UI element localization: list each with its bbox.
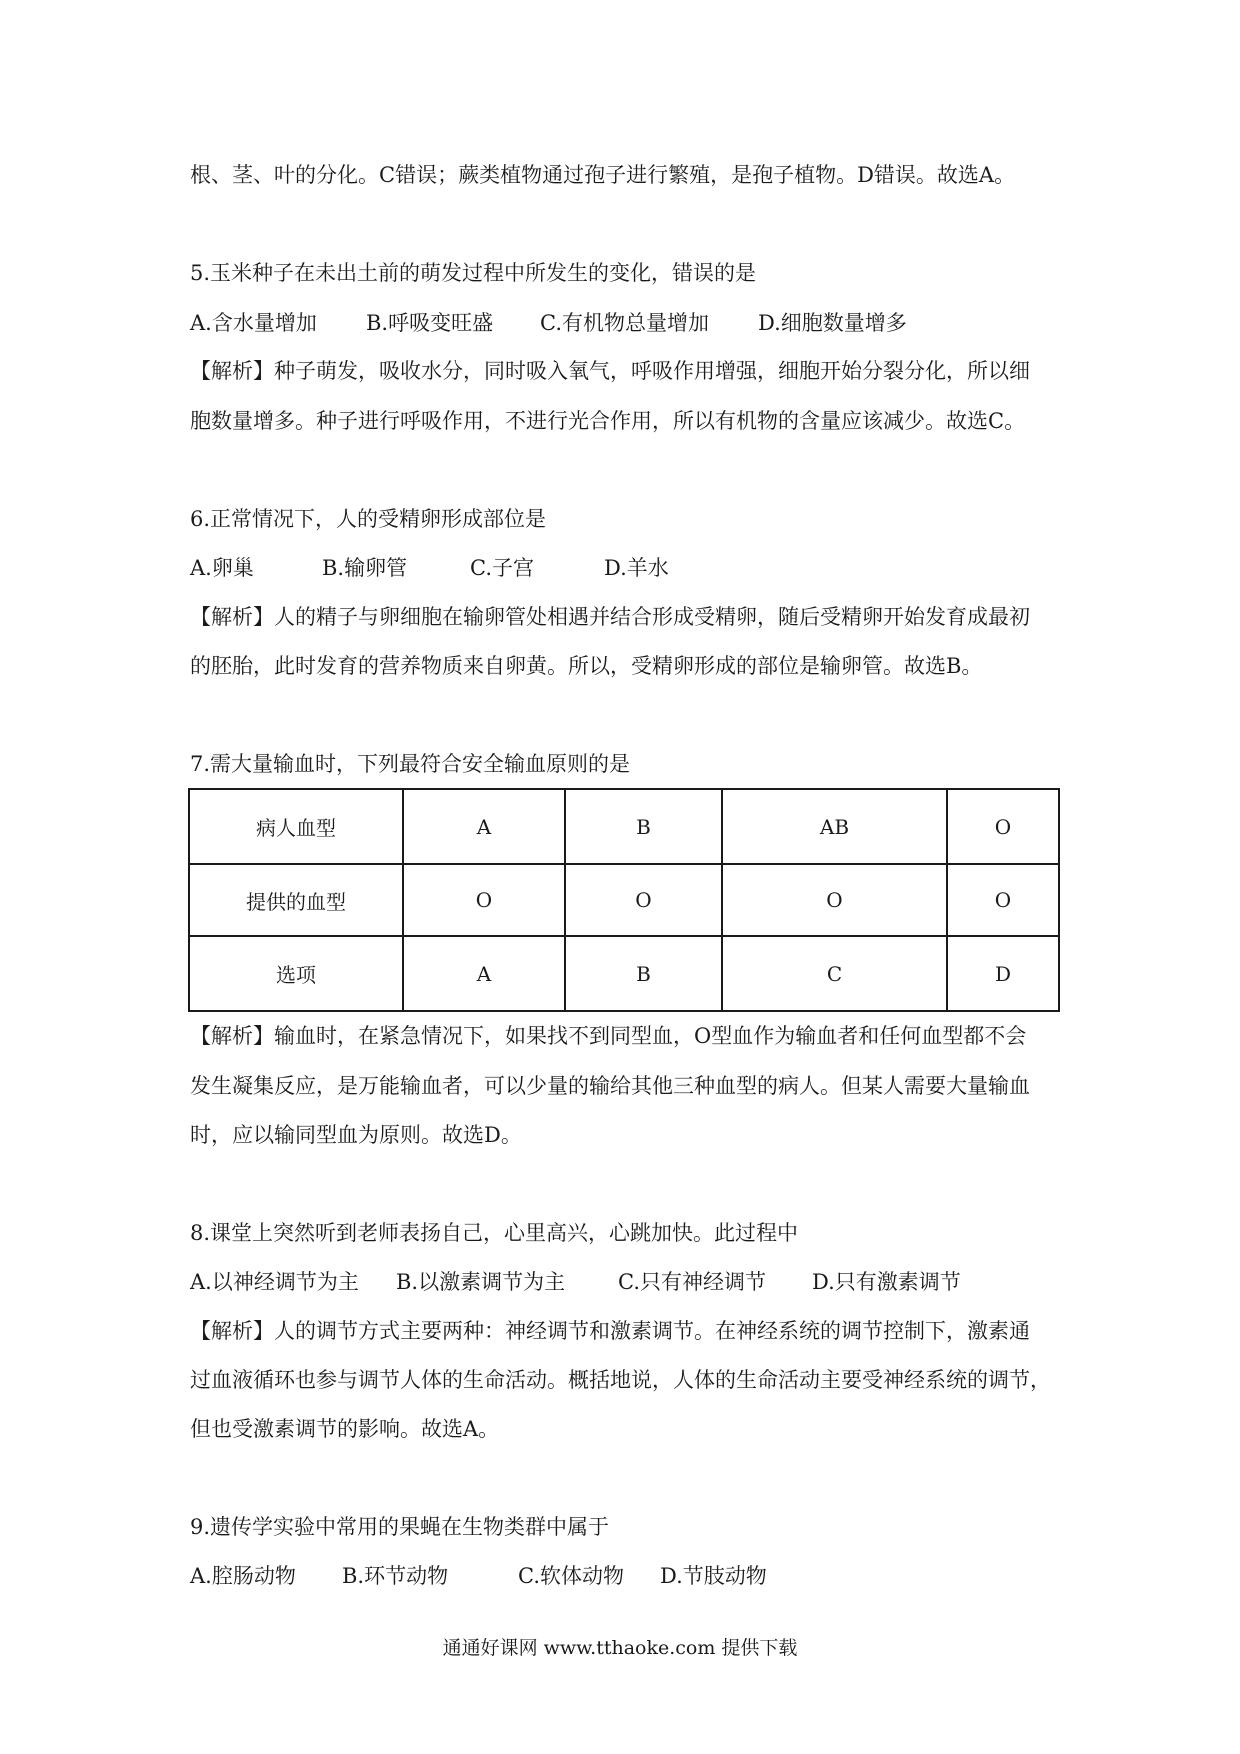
table-row (189, 789, 1059, 864)
question-9-options (190, 1561, 1070, 1591)
table-row (189, 864, 1059, 936)
question-6-explanation-line-1: 【解析】人的精子与卵细胞在输卵管处相遇并结合形成受精卵，随后受精卵开始发育成最初 (190, 605, 1030, 629)
option-a: A.腔肠动物 (190, 1564, 296, 1588)
blood-type-table (188, 788, 1060, 1012)
question-8-explanation-line-2: 过血液循环也参与调节人体的生命活动。概括地说，人体的生命活动主要受神经系统的调节， (190, 1368, 1051, 1392)
table-cell: O (947, 789, 1059, 864)
question-6-options (190, 553, 1070, 583)
question-7-explanation-line-1: 【解析】输血时，在紧急情况下，如果找不到同型血，O型血作为输血者和任何血型都不会 (190, 1024, 1027, 1048)
page-footer: 通通好课网 www.tthaoke.com 提供下载 (442, 1637, 798, 1659)
table-cell: D (947, 936, 1059, 1011)
table-cell: 选项 (189, 936, 403, 1011)
question-5-explanation-line-1: 【解析】种子萌发，吸收水分，同时吸入氧气，呼吸作用增强，细胞开始分裂分化，所以细 (190, 359, 1030, 383)
option-b: B.呼吸变旺盛 (366, 311, 494, 335)
question-8-explanation-line-1: 【解析】人的调节方式主要两种：神经调节和激素调节。在神经系统的调节控制下，激素通 (190, 1319, 1030, 1343)
table-cell: B (565, 936, 722, 1011)
option-a: A.含水量增加 (190, 311, 317, 335)
option-d: D.只有激素调节 (812, 1270, 961, 1294)
option-a: A.以神经调节为主 (190, 1270, 359, 1294)
question-9: 9.遗传学实验中常用的果蝇在生物类群中属于 (190, 1515, 610, 1539)
table-cell: C (722, 936, 947, 1011)
question-8-options (190, 1267, 1070, 1297)
q4-explanation-end: 根、茎、叶的分化。C错误；蕨类植物通过孢子进行繁殖，是孢子植物。D错误。故选A。 (190, 163, 1016, 187)
table-cell: A (403, 936, 565, 1011)
table-cell: AB (722, 789, 947, 864)
table-cell: O (947, 864, 1059, 936)
table-cell: O (403, 864, 565, 936)
question-7: 7.需大量输血时，下列最符合安全输血原则的是 (190, 752, 631, 776)
question-8-explanation-line-3: 但也受激素调节的影响。故选A。 (190, 1417, 500, 1441)
option-c: C.有机物总量增加 (540, 311, 709, 335)
option-d: D.细胞数量增多 (758, 311, 907, 335)
option-b: B.以激素调节为主 (396, 1270, 566, 1294)
table-cell: 提供的血型 (189, 864, 403, 936)
table-cell: O (722, 864, 947, 936)
question-7-explanation-line-2: 发生凝集反应，是万能输血者，可以少量的输给其他三种血型的病人。但某人需要大量输血 (190, 1074, 1030, 1098)
option-c: C.子宫 (470, 556, 534, 580)
table-cell: A (403, 789, 565, 864)
option-d: D.羊水 (604, 556, 669, 580)
question-7-explanation-line-3: 时，应以输同型血为原则。故选D。 (190, 1123, 522, 1147)
option-c: C.只有神经调节 (618, 1270, 766, 1294)
question-6: 6.正常情况下，人的受精卵形成部位是 (190, 507, 547, 531)
question-5-options (190, 308, 1070, 338)
table-cell: O (565, 864, 722, 936)
table-row (189, 936, 1059, 1011)
question-8: 8.课堂上突然听到老师表扬自己，心里高兴，心跳加快。此过程中 (190, 1221, 799, 1245)
option-b: B.输卵管 (322, 556, 408, 580)
question-6-explanation-line-2: 的胚胎，此时发育的营养物质来自卵黄。所以，受精卵形成的部位是输卵管。故选B。 (190, 654, 983, 678)
option-d: D.节肢动物 (660, 1564, 767, 1588)
option-a: A.卵巢 (190, 556, 254, 580)
option-c: C.软体动物 (518, 1564, 624, 1588)
question-5-explanation-line-2: 胞数量增多。种子进行呼吸作用，不进行光合作用，所以有机物的含量应该减少。故选C。 (190, 409, 1026, 433)
question-5: 5.玉米种子在未出土前的萌发过程中所发生的变化，错误的是 (190, 261, 757, 285)
table-cell: 病人血型 (189, 789, 403, 864)
option-b: B.环节动物 (342, 1564, 449, 1588)
table-cell: B (565, 789, 722, 864)
